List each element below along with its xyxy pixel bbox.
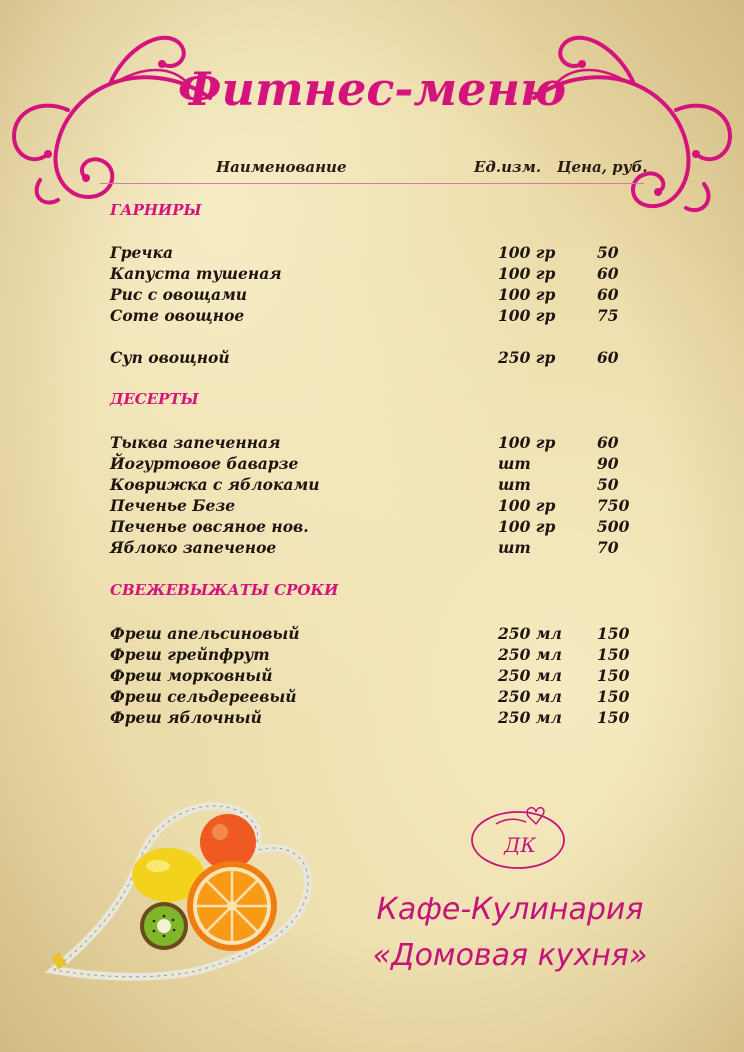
item-price: 750 — [597, 496, 630, 515]
menu-item — [110, 306, 650, 327]
item-price: 60 — [597, 348, 619, 367]
item-unit: 100 гр — [498, 496, 556, 515]
item-name: Фреш морковный — [110, 666, 273, 685]
header-divider — [100, 183, 644, 184]
item-name: Коврижка с яблоками — [110, 475, 320, 494]
item-price: 150 — [597, 645, 630, 664]
item-name: Капуста тушеная — [110, 264, 282, 283]
item-price: 150 — [597, 708, 630, 727]
item-price: 60 — [597, 264, 619, 283]
flourish-top-right-ornament — [524, 20, 744, 230]
menu-item — [110, 517, 650, 538]
item-price: 60 — [597, 285, 619, 304]
item-price: 150 — [597, 687, 630, 706]
menu-item — [110, 475, 650, 496]
menu-item — [110, 666, 650, 687]
item-price: 90 — [597, 454, 619, 473]
item-unit: 100 гр — [498, 264, 556, 283]
header-unit: Ед.изм. — [474, 158, 542, 176]
item-name: Гречка — [110, 243, 174, 262]
item-price: 150 — [597, 666, 630, 685]
item-unit: шт — [498, 475, 531, 494]
item-unit: 100 гр — [498, 243, 556, 262]
item-name: Фреш сельдереевый — [110, 687, 297, 706]
item-unit: 250 мл — [498, 645, 562, 664]
item-price: 50 — [597, 243, 619, 262]
item-unit: 100 гр — [498, 306, 556, 325]
logo-monogram: ДК — [504, 833, 536, 857]
item-unit: 250 мл — [498, 708, 562, 727]
item-name: Йогуртовое баварзе — [110, 454, 299, 473]
item-name: Рис с овощами — [110, 285, 248, 304]
cafe-name-line1: Кафе-Кулинария — [376, 892, 644, 927]
item-unit: 250 мл — [498, 666, 562, 685]
menu-item — [110, 264, 650, 285]
item-unit: 100 гр — [498, 285, 556, 304]
item-price: 500 — [597, 517, 630, 536]
item-name: Фреш апельсиновый — [110, 624, 300, 643]
section-title: ДЕСЕРТЫ — [110, 390, 199, 408]
menu-item — [110, 348, 650, 369]
cafe-name-line2: «Домовая кухня» — [372, 938, 648, 973]
item-name: Тыква запеченная — [110, 433, 281, 452]
item-unit: 250 гр — [498, 348, 556, 367]
cafe-logo — [466, 800, 570, 876]
menu-item — [110, 285, 650, 306]
item-price: 60 — [597, 433, 619, 452]
item-unit: 100 гр — [498, 433, 556, 452]
item-name: Соте овощное — [110, 306, 245, 325]
fruit-heart-illustration — [40, 790, 330, 990]
menu-item — [110, 708, 650, 729]
menu-item — [110, 538, 650, 559]
menu-item — [110, 496, 650, 517]
page-title: Фитнес-меню — [177, 62, 567, 116]
header-price: Цена, руб. — [557, 158, 648, 176]
item-name: Печенье Безе — [110, 496, 236, 515]
menu-item — [110, 687, 650, 708]
section-title: СВЕЖЕВЫЖАТЫ СРОКИ — [110, 581, 339, 599]
item-name: Фреш яблочный — [110, 708, 262, 727]
item-name: Печенье овсяное нов. — [110, 517, 309, 536]
menu-item — [110, 454, 650, 475]
section-title: ГАРНИРЫ — [110, 201, 202, 219]
item-price: 75 — [597, 306, 619, 325]
menu-item — [110, 624, 650, 645]
item-name: Фреш грейпфрут — [110, 645, 270, 664]
item-price: 50 — [597, 475, 619, 494]
menu-item — [110, 433, 650, 454]
header-name: Наименование — [216, 158, 347, 176]
item-unit: 250 мл — [498, 687, 562, 706]
item-name: Яблоко запеченое — [110, 538, 277, 557]
item-unit: шт — [498, 538, 531, 557]
item-unit: 100 гр — [498, 517, 556, 536]
item-price: 150 — [597, 624, 630, 643]
item-name: Суп овощной — [110, 348, 230, 367]
item-price: 70 — [597, 538, 619, 557]
menu-item — [110, 645, 650, 666]
item-unit: шт — [498, 454, 531, 473]
item-unit: 250 мл — [498, 624, 562, 643]
menu-item — [110, 243, 650, 264]
